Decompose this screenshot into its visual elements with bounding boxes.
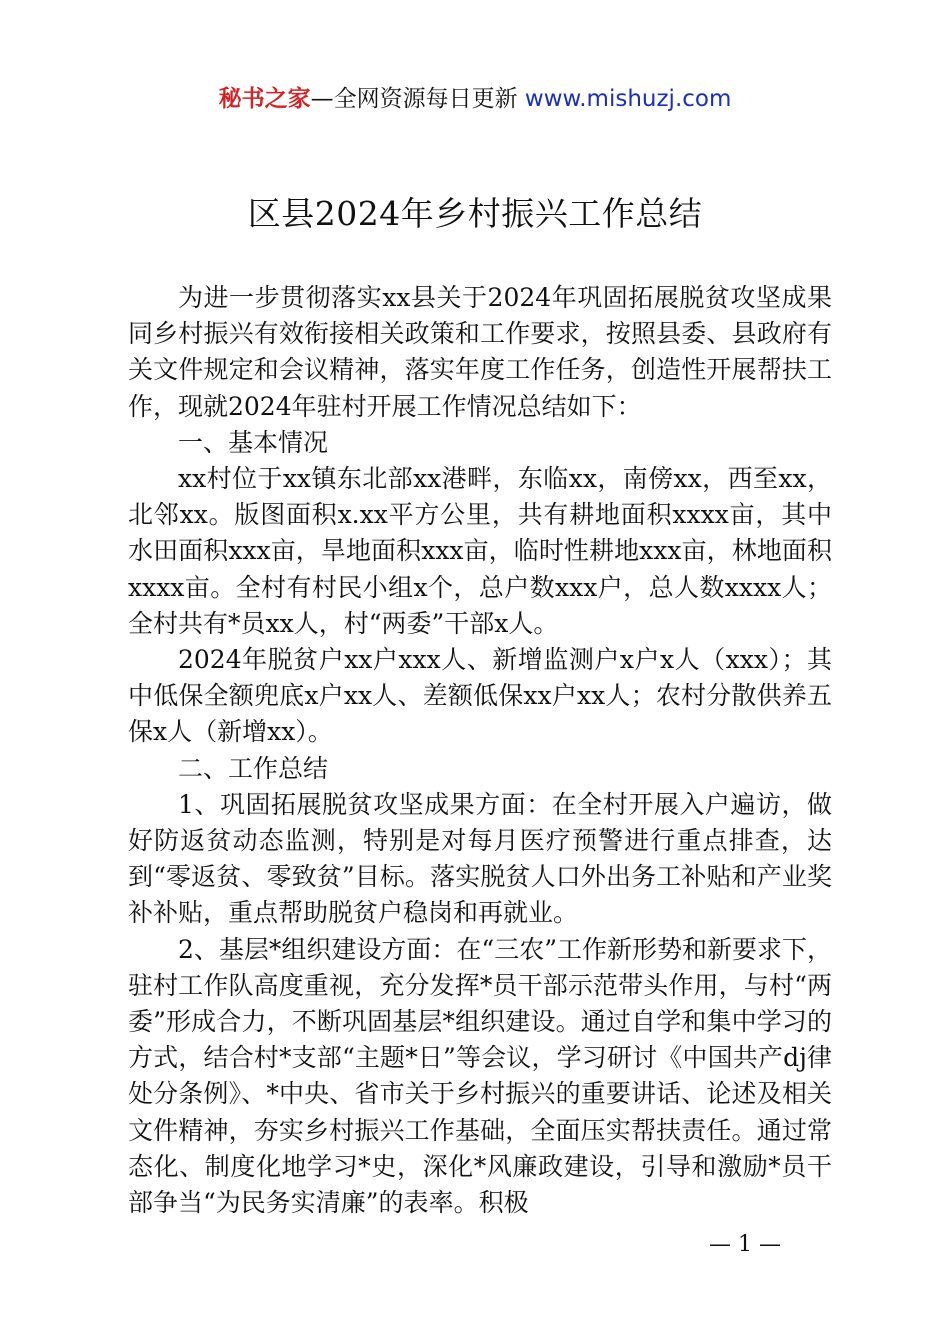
page-number: — 1 — (709, 1232, 781, 1257)
work-item-poverty-consolidation: 1、巩固拓展脱贫攻坚成果方面：在全村开展入户遍访，做好防返贫动态监测，特别是对每月医疗预警进行重点排查，达到“零返贫、零致贫”目标。落实脱贫人口外出务工补贴和产业奖补补贴，重点帮助脱贫户稳岗和再就业。 (128, 789, 832, 928)
document-title: 区县2024年乡村振兴工作总结 (247, 194, 703, 233)
document-body (128, 280, 832, 1221)
section-heading-work-summary: 二、工作总结 (178, 753, 329, 783)
poverty-stats-paragraph: 2024年脱贫户xx户xxx人、新增监测户x户x人（xxx）；其中低保全额兜底x户xx人、差额低保xx户xx人；农村分散供养五保x人（新增xx）。 (128, 645, 832, 747)
section-heading-basic-info: 一、基本情况 (178, 427, 329, 457)
work-item-party-building: 2、基层*组织建设方面：在“三农”工作新形势和新要求下，驻村工作队高度重视，充分发挥*员干部示范带头作用，与村“两委”形成合力，不断巩固基层*组织建设。通过自学和集中学习的方式，结合村*支部“主题*日”等会议，学习研讨《中国共产dj律处分条例》、*中央、省市关于乡村振兴的重要讲话、论述及相关文件精神，夯实乡村振兴工作基础，全面压实帮扶责任。通过常态化、制度化地学习*史，深化*风廉政建设，引导和激励*员干部争当“为民务实清廉”的表率。积极 (128, 934, 832, 1218)
site-url-link[interactable]: www.mishuzj.com (524, 86, 732, 112)
site-slogan: —全网资源每日更新 (310, 86, 518, 112)
intro-paragraph: 为进一步贯彻落实xx县关于2024年巩固拓展脱贫攻坚成果同乡村振兴有效衔接相关政策和工作要求，按照县委、县政府有关文件规定和会议精神，落实年度工作任务，创造性开展帮扶工作，现就2024年驻村开展工作情况总结如下： (128, 283, 832, 421)
basic-info-paragraph: xx村位于xx镇东北部xx港畔，东临xx，南傍xx，西至xx，北邻xx。版图面积x.xx平方公里，共有耕地面积xxxx亩，其中水田面积xxx亩，旱地面积xxx亩，临时性耕地xxx亩，林地面积xxxx亩。全村有村民小组x个，总户数xxx户，总人数xxxx人；全村共有*员xx人，村“两委”干部x人。 (128, 464, 832, 638)
site-header (0, 80, 950, 113)
site-brand: 秘书之家 (218, 86, 311, 112)
